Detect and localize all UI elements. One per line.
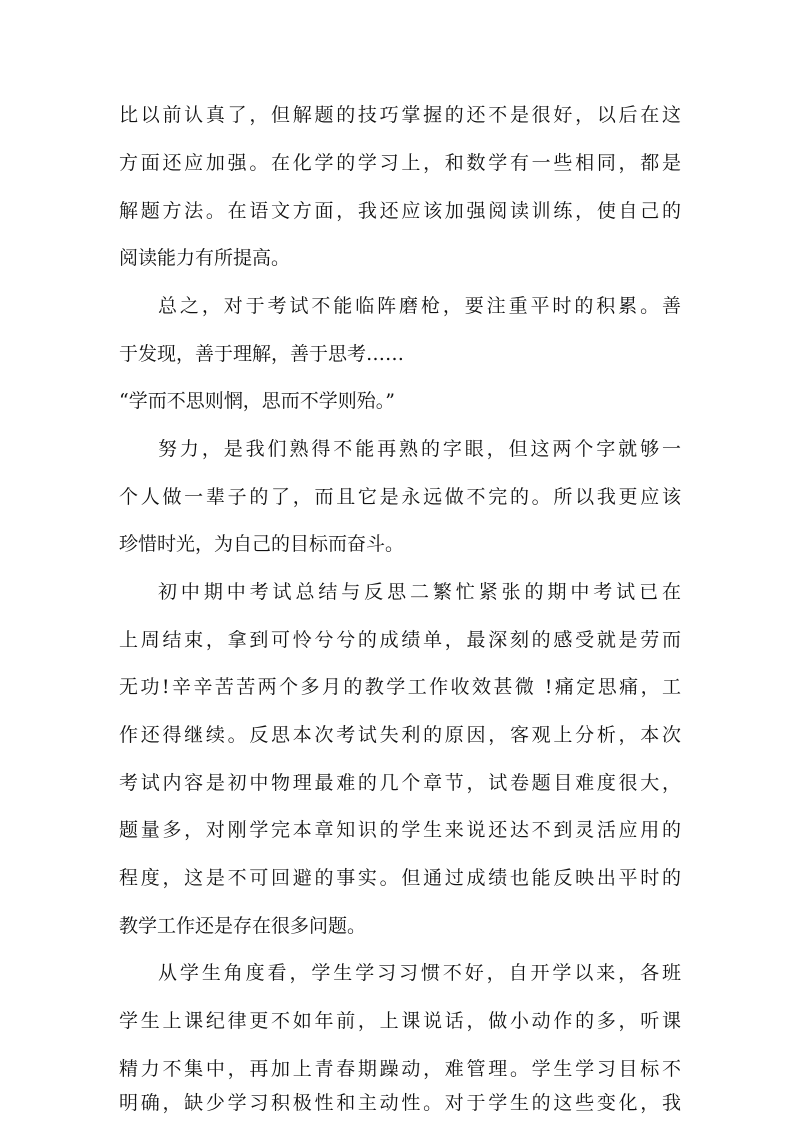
text-line: 作还得继续。反思本次考试失利的原因，客观上分析，本次 (119, 724, 681, 746)
text-line: 珍惜时光，为自己的目标而奋斗。 (119, 533, 405, 555)
text-line: 努力，是我们熟得不能再熟的字眼，但这两个字就够一 (158, 438, 681, 460)
text-line: 方面还应加强。在化学的学习上，和数学有一些相同，都是 (119, 152, 681, 174)
text-line: 比以前认真了，但解题的技巧掌握的还不是很好，以后在这 (119, 104, 681, 126)
text-line: 上周结束，拿到可怜兮兮的成绩单，最深刻的感受就是劳而 (119, 629, 681, 651)
text-line: 于发现，善于理解，善于思考…… (119, 343, 405, 365)
text-line: 学生上课纪律更不如年前，上课说话，做小动作的多，听课 (119, 1010, 681, 1032)
text-line: 精力不集中，再加上青春期躁动，难管理。学生学习目标不 (119, 1058, 681, 1080)
text-line: 无功!辛辛苦苦两个多月的教学工作收效甚微 !痛定思痛，工 (119, 676, 681, 698)
text-line: 明确，缺少学习积极性和主动性。对于学生的这些变化，我 (119, 1092, 681, 1114)
text-line: 总之，对于考试不能临阵磨枪，要注重平时的积累。善 (158, 295, 681, 317)
text-line: 解题方法。在语文方面，我还应该加强阅读训练，使自己的 (119, 200, 681, 222)
text-line: 程度，这是不可回避的事实。但通过成绩也能反映出平时的 (119, 867, 681, 889)
text-line: 阅读能力有所提高。 (119, 247, 291, 269)
text-line: 个人做一辈子的了，而且它是永远做不完的。所以我更应该 (119, 486, 681, 508)
text-line: 教学工作还是存在很多问题。 (119, 915, 367, 937)
quote-line: “学而不思则惘，思而不学则殆。” (119, 390, 395, 412)
text-line: 考试内容是初中物理最难的几个章节，试卷题目难度很大， (119, 772, 681, 794)
text-line: 题量多，对刚学完本章知识的学生来说还达不到灵活应用的 (119, 819, 681, 841)
text-line: 从学生角度看，学生学习习惯不好，自开学以来，各班 (158, 962, 681, 984)
text-line: 初中期中考试总结与反思二繁忙紧张的期中考试已在 (158, 581, 681, 603)
